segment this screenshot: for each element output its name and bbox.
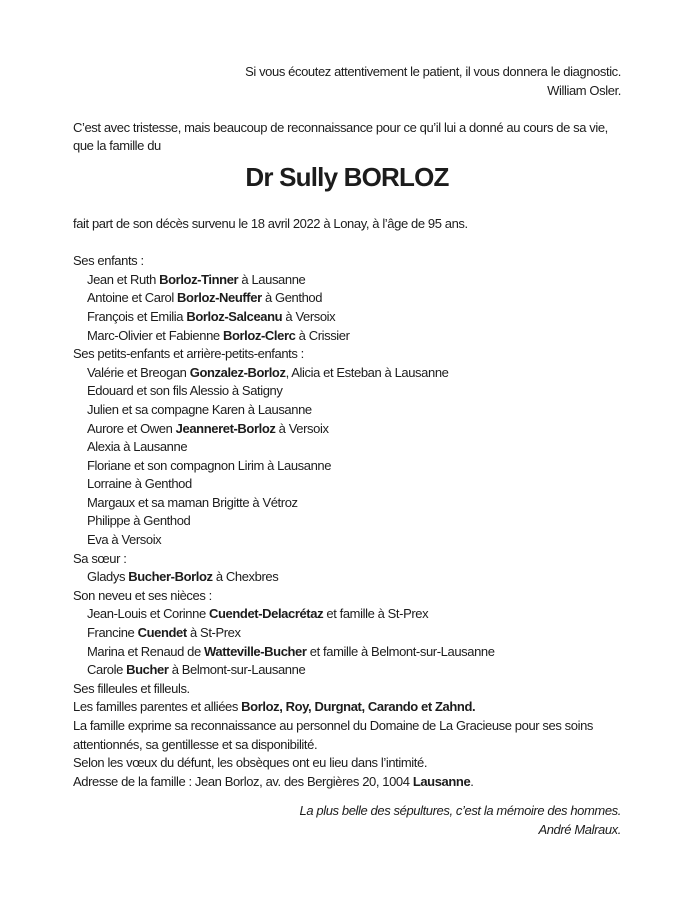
closing-quote-block bbox=[73, 802, 621, 839]
text-run: Jean et Ruth bbox=[87, 271, 160, 287]
text-line bbox=[73, 661, 621, 680]
text-run: à Genthod bbox=[261, 290, 323, 306]
text-line bbox=[73, 271, 621, 290]
text-run: à St-Prex bbox=[186, 625, 241, 641]
text-run: Carole bbox=[87, 662, 127, 678]
text-line bbox=[73, 587, 621, 606]
text-run: et famille à St-Prex bbox=[323, 606, 429, 622]
text-line bbox=[73, 717, 621, 736]
text-line bbox=[73, 345, 621, 364]
text-run: Ses enfants : bbox=[73, 253, 144, 269]
intro-line-1: C’est avec tristesse, mais beaucoup de reconnaissance pour ce qu’il lui a donné au cours de sa vie, bbox=[73, 119, 608, 135]
text-run: , Alicia et Esteban à Lausanne bbox=[285, 364, 449, 380]
text-line bbox=[73, 364, 621, 383]
text-line bbox=[73, 512, 621, 531]
text-run: Eva à Versoix bbox=[87, 532, 162, 548]
epigraph-attribution: William Osler. bbox=[547, 82, 621, 98]
text-line bbox=[73, 531, 621, 550]
text-run: Sa sœur : bbox=[73, 550, 127, 566]
text-run: Jean-Louis et Corinne bbox=[87, 606, 209, 622]
text-run: Gladys bbox=[87, 569, 129, 585]
text-run: Selon les vœux du défunt, les obsèques ont eu lieu dans l’intimité. bbox=[73, 755, 428, 771]
intro-paragraph bbox=[73, 119, 621, 156]
text-line bbox=[73, 438, 621, 457]
text-run-bold: Borloz-Clerc bbox=[222, 327, 296, 343]
text-run-bold: Borloz-Tinner bbox=[159, 271, 239, 287]
text-run: Philippe à Genthod bbox=[87, 513, 191, 529]
text-run: et famille à Belmont-sur-Lausanne bbox=[306, 643, 495, 659]
text-run: attentionnés, sa gentillesse et sa disponibilité. bbox=[73, 736, 318, 752]
text-line bbox=[73, 568, 621, 587]
text-run: Adresse de la famille : Jean Borloz, av. des Bergières 20, 1004 bbox=[73, 773, 413, 789]
text-run: François et Emilia bbox=[87, 308, 187, 324]
text-run: Valérie et Breogan bbox=[87, 364, 190, 380]
text-run: Ses petits-enfants et arrière-petits-enfants : bbox=[73, 346, 304, 362]
text-line bbox=[73, 420, 621, 439]
closing-quote: La plus belle des sépultures, c’est la mémoire des hommes. bbox=[299, 803, 621, 819]
epigraph bbox=[73, 63, 621, 100]
text-run: à Versoix bbox=[282, 308, 336, 324]
text-line bbox=[73, 401, 621, 420]
text-line bbox=[73, 308, 621, 327]
text-run: à Crissier bbox=[295, 327, 350, 343]
text-run-bold: Borloz-Neuffer bbox=[177, 290, 262, 306]
body-lines bbox=[73, 252, 621, 791]
text-run: à Versoix bbox=[275, 420, 329, 436]
text-run-bold: Borloz, Roy, Durgnat, Carando et Zahnd. bbox=[241, 699, 476, 715]
text-line bbox=[73, 382, 621, 401]
text-run-bold: Watteville-Bucher bbox=[204, 643, 307, 659]
text-run: La famille exprime sa reconnaissance au personnel du Domaine de La Gracieuse pour ses soins bbox=[73, 718, 594, 733]
text-run-bold: Jeanneret-Borloz bbox=[175, 420, 276, 436]
text-run-bold: Cuendet-Delacrétaz bbox=[209, 606, 324, 622]
intro-line-2: que la famille du bbox=[73, 138, 161, 154]
text-line bbox=[73, 736, 621, 755]
text-line bbox=[73, 680, 621, 699]
text-run: Edouard et son fils Alessio à Satigny bbox=[87, 383, 283, 399]
text-run: Marc-Olivier et Fabienne bbox=[87, 327, 223, 343]
text-run: à Belmont-sur-Lausanne bbox=[168, 662, 306, 678]
text-run: Les familles parentes et alliées bbox=[73, 699, 242, 715]
text-run: à Chexbres bbox=[212, 569, 279, 585]
text-run: Son neveu et ses nièces : bbox=[73, 587, 212, 603]
closing-attribution: André Malraux. bbox=[538, 821, 621, 837]
text-line bbox=[73, 550, 621, 569]
text-run-bold: Bucher-Borloz bbox=[128, 569, 213, 585]
text-line bbox=[73, 327, 621, 346]
text-run-bold: Lausanne bbox=[412, 773, 471, 789]
text-run: Lorraine à Genthod bbox=[87, 476, 192, 492]
death-announcement: fait part de son décès survenu le 18 avril 2022 à Lonay, à l’âge de 95 ans. bbox=[73, 215, 468, 231]
text-run: Margaux et sa maman Brigitte à Vétroz bbox=[87, 494, 298, 510]
text-line bbox=[73, 643, 621, 662]
text-line bbox=[73, 624, 621, 643]
text-run: Alexia à Lausanne bbox=[87, 439, 188, 455]
text-line bbox=[73, 252, 621, 271]
text-run: . bbox=[470, 773, 474, 789]
deceased-name: Dr Sully BORLOZ bbox=[245, 161, 449, 192]
text-run-bold: Bucher bbox=[126, 662, 169, 678]
text-line bbox=[73, 457, 621, 476]
text-line bbox=[73, 773, 621, 792]
text-run: Aurore et Owen bbox=[87, 420, 176, 436]
text-run: Floriane et son compagnon Lirim à Lausanne bbox=[87, 457, 332, 473]
text-run: Marina et Renaud de bbox=[87, 643, 205, 659]
text-run: Ses filleules et filleuls. bbox=[73, 680, 190, 696]
text-run-bold: Gonzalez-Borloz bbox=[189, 364, 286, 380]
text-line bbox=[73, 475, 621, 494]
text-line bbox=[73, 605, 621, 624]
text-line bbox=[73, 494, 621, 513]
text-line bbox=[73, 289, 621, 308]
text-run: Julien et sa compagne Karen à Lausanne bbox=[87, 401, 312, 417]
text-line bbox=[73, 698, 621, 717]
text-run: Antoine et Carol bbox=[87, 290, 178, 306]
epigraph-quote: Si vous écoutez attentivement le patient, il vous donnera le diagnostic. bbox=[245, 64, 621, 79]
text-run-bold: Cuendet bbox=[137, 625, 187, 641]
text-run: à Lausanne bbox=[238, 271, 306, 287]
text-run-bold: Borloz-Salceanu bbox=[186, 308, 283, 324]
text-line bbox=[73, 754, 621, 773]
text-run: Francine bbox=[87, 625, 138, 641]
